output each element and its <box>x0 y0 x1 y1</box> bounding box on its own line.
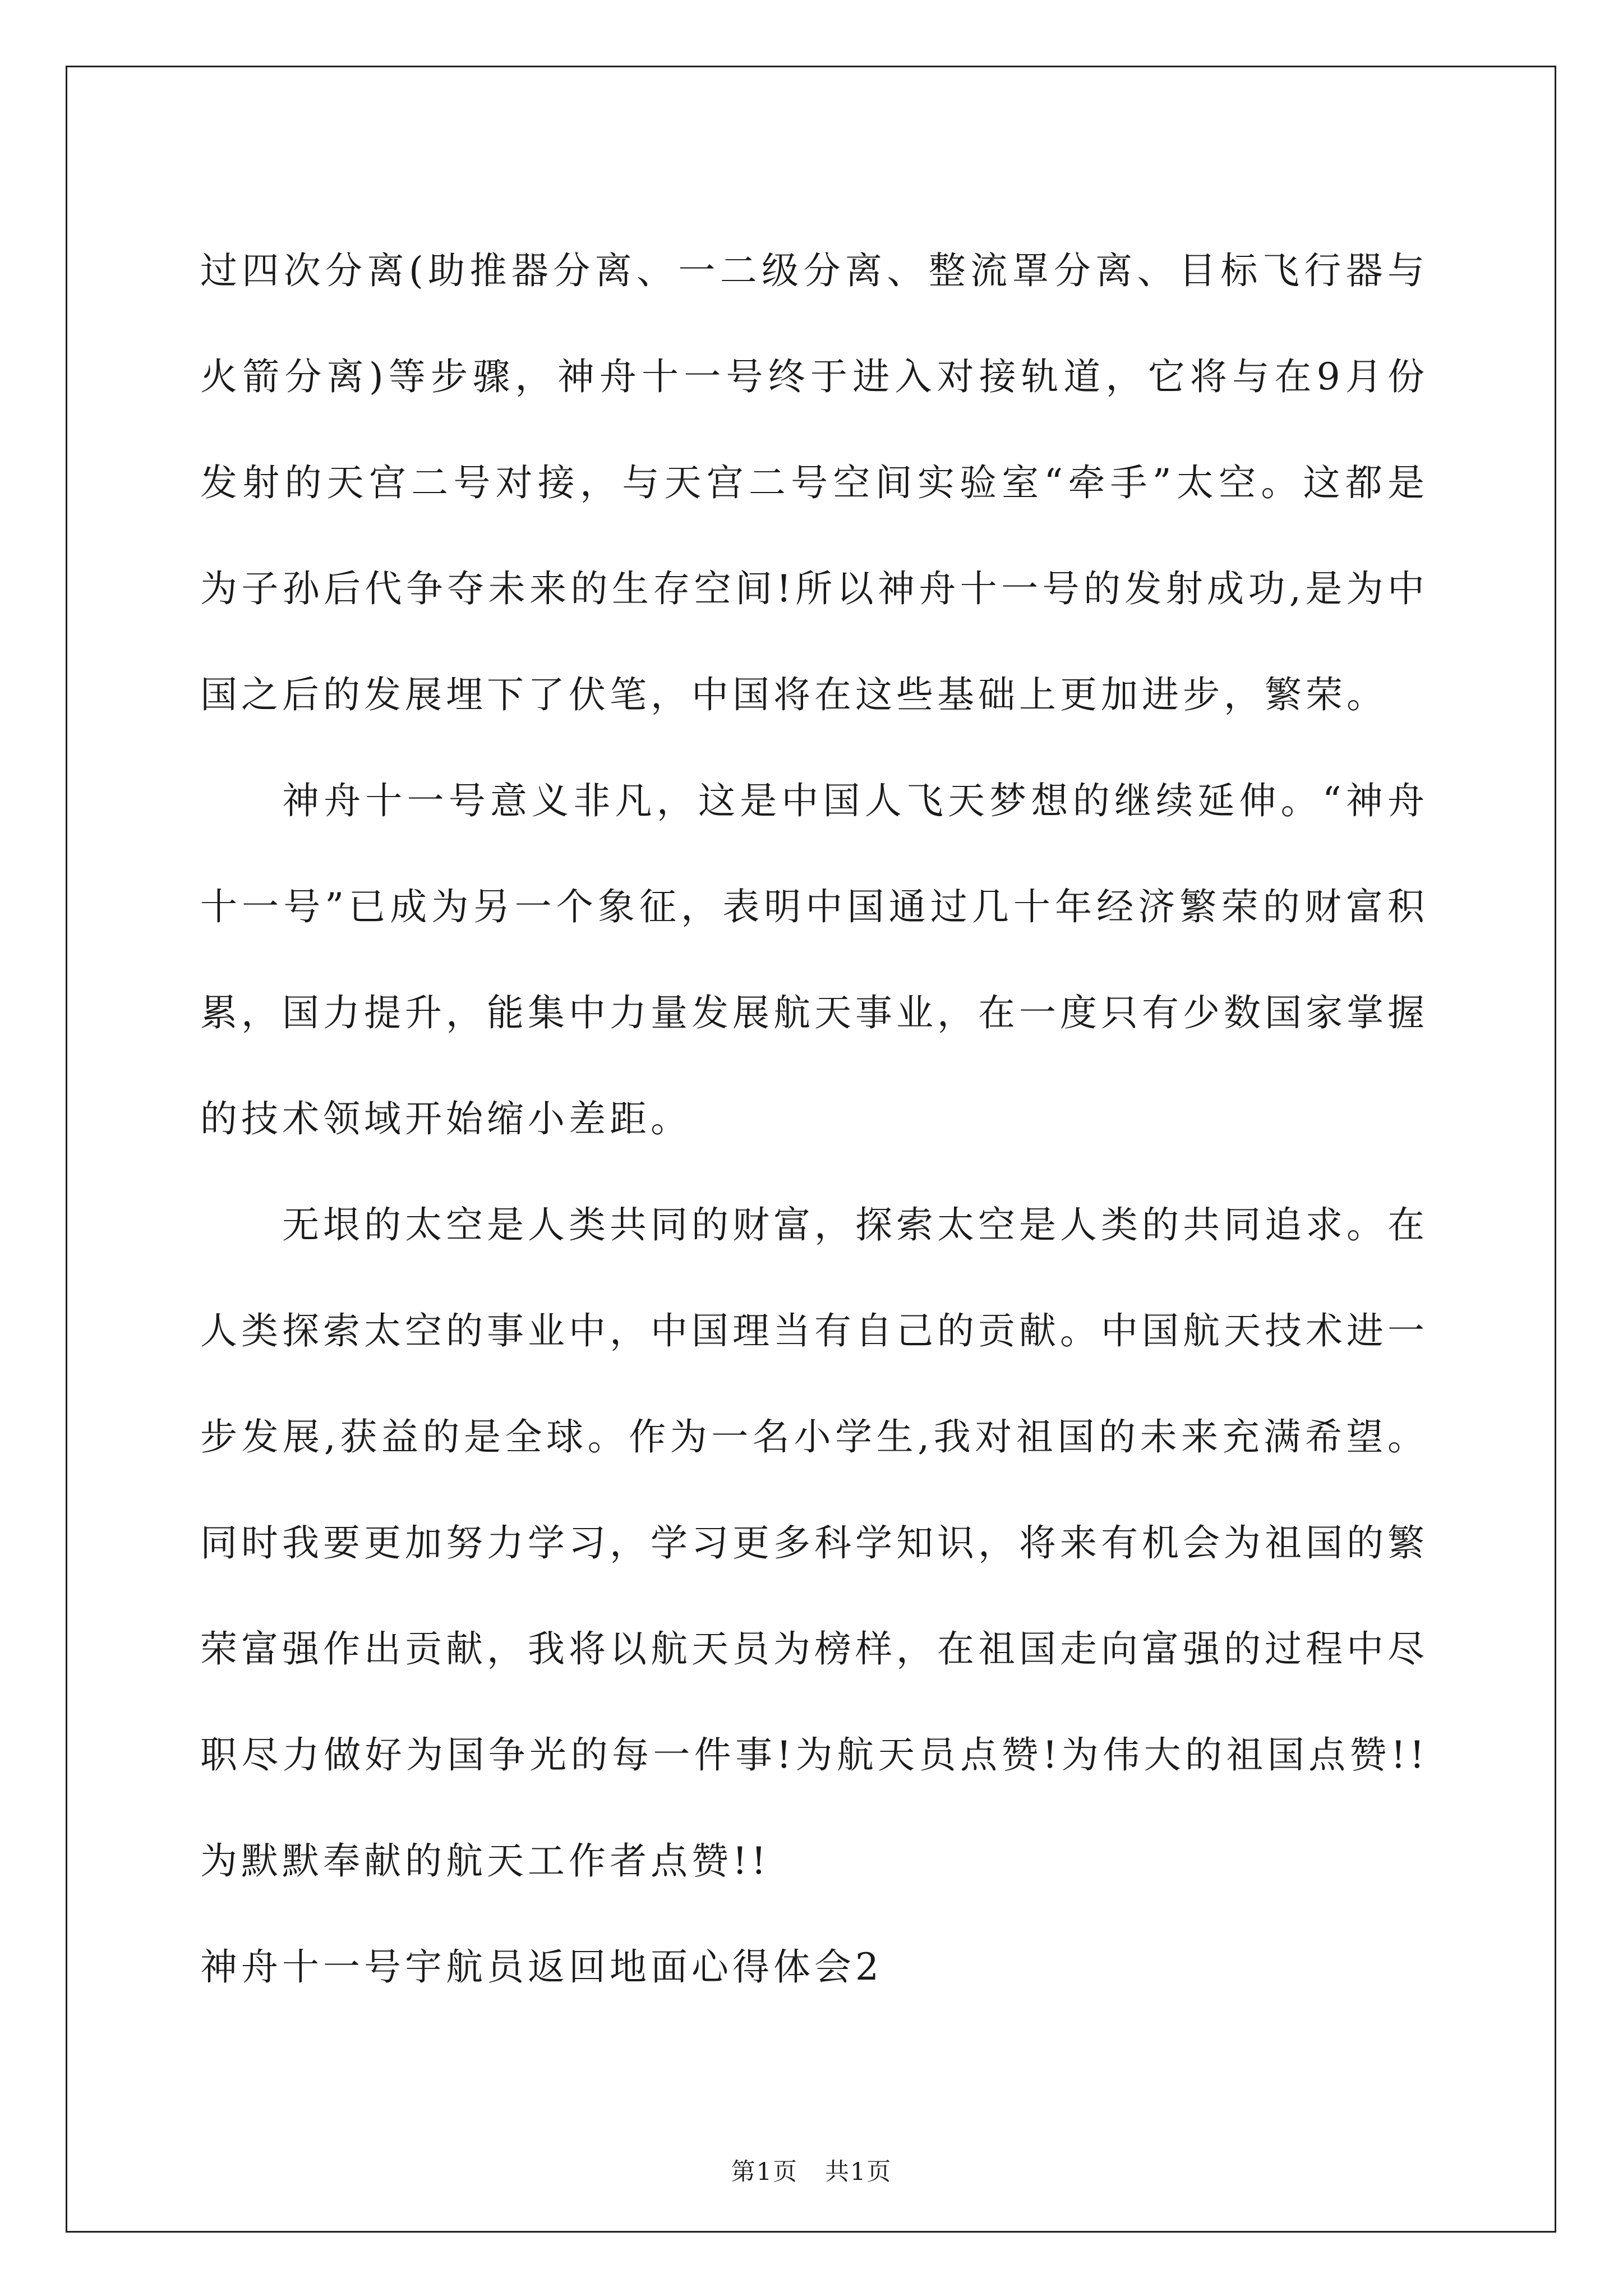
paragraph-space-exploration: 无垠的太空是人类共同的财富，探索太空是人类的共同追求。在人类探索太空的事业中，中国理当有自己的贡献。中国航天技术进一步发展,获益的是全球。作为一名小学生,我对祖国的未来充满希望。同时我要更加努力学习，学习更多科学知识，将来有机会为祖国的繁荣富强作出贡献，我将以航天员为榜样，在祖国走向富强的过程中尽职尽力做好为国争光的每一件事!为航天员点赞!为伟大的祖国点赞!!为默默奉献的航天工作者点赞!! <box>200 1203 1428 1883</box>
page-number-total: 共1页 <box>825 2158 892 2186</box>
paragraph-significance: 神舟十一号意义非凡，这是中国人飞天梦想的继续延伸。“神舟十一号”已成为另一个象征，表明中国通过几十年经济繁荣的财富积累，国力提升，能集中力量发展航天事业，在一度只有少数国家掌握的技术领域开始缩小差距。 <box>200 779 1428 1140</box>
section-heading: 神舟十一号宇航员返回地面心得体会2 <box>200 1945 883 1989</box>
page-number-current: 第1页 <box>731 2158 798 2186</box>
document-body <box>200 218 1428 2020</box>
paragraph-continuation: 过四次分离(助推器分离、一二级分离、整流罩分离、目标飞行器与火箭分离)等步骤，神舟十一号终于进入对接轨道，它将与在9月份发射的天宫二号对接，与天宫二号空间实验室“牵手”太空。这都是为子孙后代争夺未来的生存空间!所以神舟十一号的发射成功,是为中国之后的发展埋下了伏笔，中国将在这些基础上更加进步，繁荣。 <box>200 249 1428 716</box>
page-footer <box>0 2153 1623 2187</box>
